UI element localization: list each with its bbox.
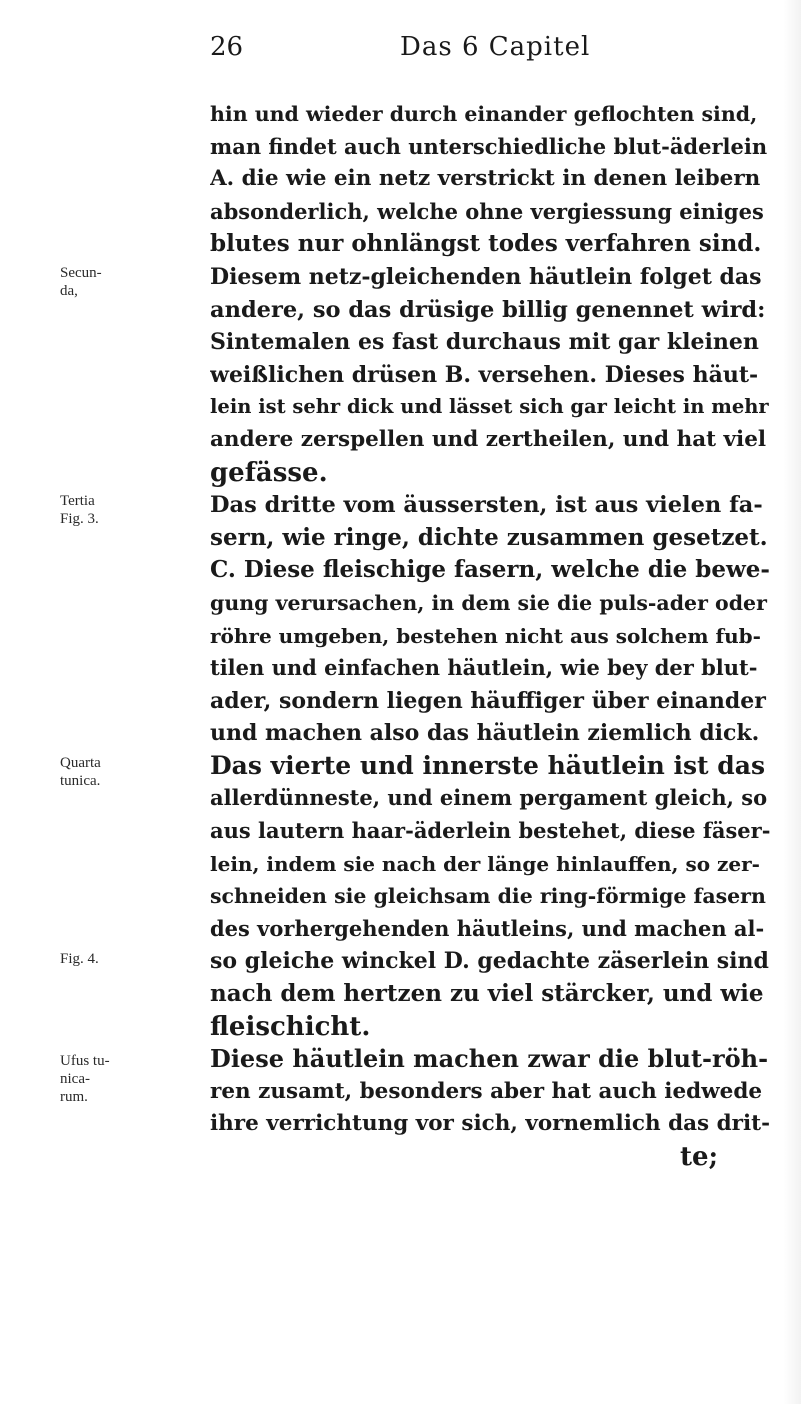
- text-line: allerdünneste, und einem pergament gleich, so: [210, 785, 768, 811]
- margin-note-line: Secun-: [60, 265, 102, 281]
- margin-note-line: Tertia: [60, 493, 95, 509]
- text-line: röhre umgeben, bestehen nicht aus solchem fub-: [210, 623, 761, 648]
- margin-note-line: rum.: [60, 1089, 88, 1105]
- text-line: hin und wieder durch einander geflochten sind,: [210, 102, 758, 126]
- text-line: sern, wie ringe, dichte zusammen gesetzet.: [210, 523, 768, 551]
- text-line: te;: [680, 1142, 719, 1172]
- text-line: des vorhergehenden häutleins, und machen al-: [210, 915, 765, 941]
- page-header: [210, 32, 770, 72]
- text-line: Sintemalen es fast durchaus mit gar kleinen: [210, 329, 759, 356]
- text-line: lein ist sehr dick und lässet sich gar leicht in mehr: [210, 395, 769, 419]
- text-line: Das vierte und innerste häutlein ist das: [210, 750, 766, 780]
- margin-note-usus: [60, 1052, 128, 1106]
- running-title: Das 6 Capitel: [400, 32, 591, 62]
- margin-note-line: nica-: [60, 1071, 90, 1087]
- text-line: lein, indem sie nach der länge hinlauffen, so zer-: [210, 851, 760, 876]
- text-line: gefässe.: [210, 457, 328, 488]
- margin-note-line: da,: [60, 283, 78, 299]
- page-number: 26: [210, 32, 244, 62]
- margin-note-line: tunica.: [60, 773, 101, 789]
- text-line: ren zusamt, besonders aber hat auch iedwede: [210, 1078, 763, 1104]
- text-line: nach dem hertzen zu viel stärcker, und wie: [210, 980, 764, 1008]
- text-line: fleischicht.: [210, 1011, 371, 1042]
- text-line: A. die wie ein netz verstrickt in denen leibern: [210, 166, 761, 192]
- text-line: C. Diese fleischige fasern, welche die bewe-: [210, 556, 770, 584]
- text-line: absonderlich, welche ohne vergiessung einiges: [210, 198, 764, 224]
- text-line: ihre verrichtung vor sich, vornemlich das drit-: [210, 1111, 770, 1137]
- text-line: schneiden sie gleichsam die ring-förmige fasern: [210, 884, 766, 909]
- text-line: und machen also das häutlein ziemlich dick.: [210, 720, 760, 747]
- text-line: aus lautern haar-äderlein bestehet, diese fäser-: [210, 818, 770, 844]
- margin-note-line: Ufus tu-: [60, 1053, 110, 1069]
- text-line: gung verursachen, in dem sie die puls-ader oder: [210, 590, 767, 615]
- text-line: so gleiche winckel D. gedachte zäserlein sind: [210, 948, 769, 975]
- text-line: Das dritte vom äussersten, ist aus vielen fa-: [210, 492, 763, 519]
- margin-note-tertia: [60, 492, 128, 528]
- text-line: tilen und einfachen häutlein, wie bey der blut-: [210, 655, 758, 681]
- text-line: blutes nur ohnlängst todes verfahren sind.: [210, 230, 762, 258]
- margin-note-secunda: [60, 264, 128, 300]
- text-line: andere, so das drüsige billig genennet wird:: [210, 296, 766, 323]
- margin-note-fig4: [60, 950, 128, 968]
- text-line: ader, sondern liegen häuffiger über einander: [210, 687, 766, 714]
- margin-note-line: Fig. 4.: [60, 951, 99, 967]
- margin-note-line: Fig. 3.: [60, 511, 99, 527]
- text-line: weißlichen drüsen B. versehen. Dieses häut-: [210, 361, 759, 388]
- body-text: [210, 98, 770, 1174]
- text-line: Diesem netz-gleichenden häutlein folget das: [210, 263, 762, 290]
- text-line: man findet auch unterschiedliche blut-äderlein: [210, 133, 768, 159]
- margin-note-quarta: [60, 754, 128, 790]
- text-line: Diese häutlein machen zwar die blut-röh-: [210, 1044, 769, 1074]
- margin-note-line: Quarta: [60, 755, 101, 771]
- text-line: andere zerspellen und zertheilen, und hat viel: [210, 426, 767, 452]
- page-edge-shadow: [783, 0, 801, 1404]
